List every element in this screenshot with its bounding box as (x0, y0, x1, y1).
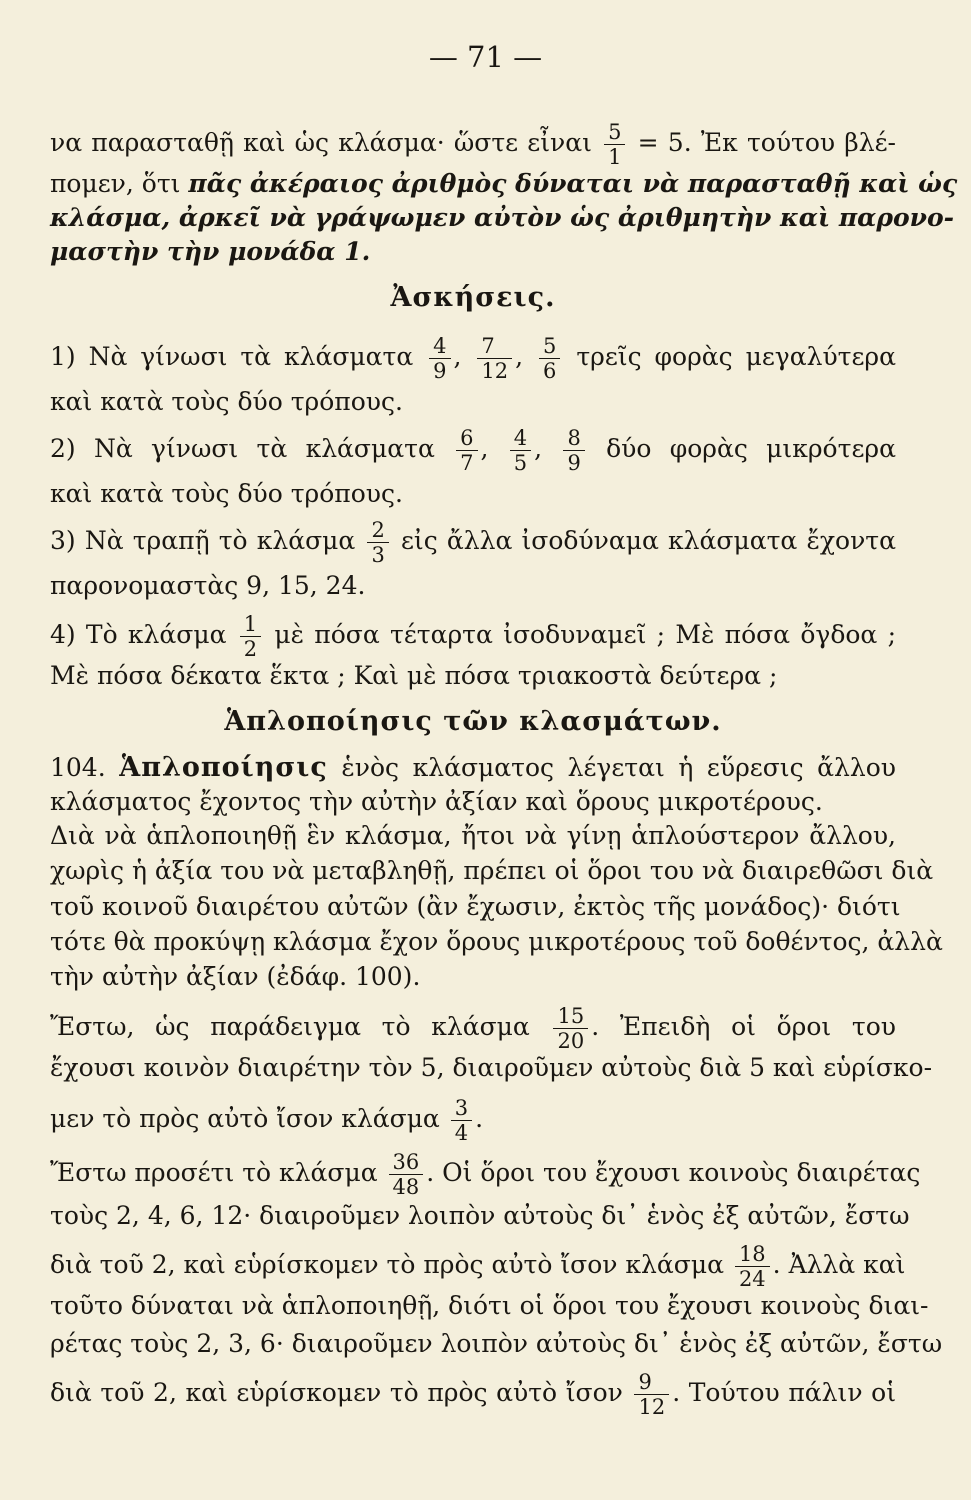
fraction: $\frac{4}{9}$ (429, 334, 450, 383)
fraction: $\frac{6}{7}$ (456, 426, 477, 475)
text-line: κλάσμα, ἀρκεῖ νὰ γράψωμεν αὐτὸν ὡς ἀριθμητὴν καὶ παρονο- (50, 203, 955, 232)
fraction: $\frac{5}{1}$ (604, 120, 625, 169)
term: Ἁπλοποίησις (119, 752, 328, 783)
text-line: χωρὶς ἡ ἀξία του νὰ μεταβληθῇ, πρέπει οἱ ὅροι του νὰ διαιρεθῶσι διὰ (50, 856, 934, 885)
paragraph-104: 104. Ἁπλοποίησις ἑνὸς κλάσματος λέγεται ἡ εὕρεσις ἄλλου (50, 752, 896, 783)
text-line: τοῦ κοινοῦ διαιρέτου αὐτῶν (ἂν ἔχωσιν, ἐκτὸς τῆς μονάδος)· διότι (50, 892, 901, 921)
text-line: τοῦτο δύναται νὰ ἁπλοποιηθῇ, διότι οἱ ὅροι του ἔχουσι κοινοὺς διαι- (50, 1291, 929, 1320)
example-2: Ἔστω προσέτι τὸ κλάσμα $\frac{36}{48}$ . Οἱ ὅροι του ἔχουσι κοινοὺς διαιρέτας (50, 1150, 921, 1199)
fraction: $\frac{18}{24}$ (735, 1242, 770, 1291)
fraction: $\frac{15}{20}$ (553, 1004, 588, 1053)
text-line: διὰ τοῦ 2, καὶ εὑρίσκομεν τὸ πρὸς αὐτὸ ἴσον $\frac{9}{12}$ . Τούτου πάλιν οἱ (50, 1370, 896, 1419)
exercise-4: 4) Τὸ κλάσμα $\frac{1}{2}$ μὲ πόσα τέταρτα ἰσοδυναμεῖ ; Μὲ πόσα ὄγδοα ; (50, 612, 896, 661)
text-line: να παρασταθῇ καὶ ὡς κλάσμα· ὥστε εἶναι $\frac{5}{1}$ = 5. Ἐκ τούτου βλέ- (50, 120, 896, 169)
text-line: Διὰ νὰ ἁπλοποιηθῇ ἓν κλάσμα, ἤτοι νὰ γίνῃ ἁπλούστερον ἄλλου, (50, 821, 896, 850)
text-line: καὶ κατὰ τοὺς δύο τρόπους. (50, 479, 403, 508)
text-line: παρονομαστὰς 9, 15, 24. (50, 571, 366, 600)
section-heading: Ἀσκήσεις. (390, 282, 556, 313)
fraction: $\frac{9}{12}$ (634, 1370, 669, 1419)
emphasis: πᾶς ἀκέραιος ἀριθμὸς δύναται νὰ παρασταθῇ καὶ ὡς (188, 169, 958, 198)
fraction: $\frac{8}{9}$ (563, 426, 584, 475)
fraction: $\frac{36}{48}$ (389, 1150, 424, 1199)
text-line: μαστὴν τὴν μονάδα 1. (50, 237, 371, 266)
text-line: ἔχουσι κοινὸν διαιρέτην τὸν 5, διαιροῦμεν αὐτοὺς διὰ 5 καὶ εὑρίσκο- (50, 1053, 933, 1082)
text-line: διὰ τοῦ 2, καὶ εὑρίσκομεν τὸ πρὸς αὐτὸ ἴσον κλάσμα $\frac{18}{24}$ . Ἀλλὰ καὶ (50, 1242, 906, 1291)
text-line: πομεν, ὅτι πᾶς ἀκέραιος ἀριθμὸς δύναται νὰ παρασταθῇ καὶ ὡς (50, 169, 958, 198)
fraction: $\frac{1}{2}$ (240, 612, 261, 661)
text-line: Μὲ πόσα δέκατα ἕκτα ; Καὶ μὲ πόσα τριακοστὰ δεύτερα ; (50, 661, 778, 690)
fraction: $\frac{5}{6}$ (539, 334, 560, 383)
fraction: $\frac{4}{5}$ (510, 426, 531, 475)
text-line: τοὺς 2, 4, 6, 12· διαιροῦμεν λοιπὸν αὐτοὺς δι᾽ ἑνὸς ἐξ αὐτῶν, ἔστω (50, 1201, 910, 1230)
page-number: — 71 — (428, 40, 543, 74)
fraction: $\frac{2}{3}$ (367, 518, 388, 567)
text-line: τὴν αὐτὴν ἀξίαν (ἐδάφ. 100). (50, 962, 421, 991)
exercise-2: 2) Νὰ γίνωσι τὰ κλάσματα $\frac{6}{7}$ , $\frac{4}{5}$ , $\frac{8}{9}$ δύο φορὰς μικρότερα (50, 426, 896, 475)
exercise-1: 1) Νὰ γίνωσι τὰ κλάσματα $\frac{4}{9}$ , $\frac{7}{12}$ , $\frac{5}{6}$ τρεῖς φορὰς μεγαλύτερα (50, 334, 897, 383)
section-heading: Ἁπλοποίησις τῶν κλασμάτων. (224, 706, 722, 737)
fraction: $\frac{3}{4}$ (451, 1096, 472, 1145)
exercise-3: 3) Νὰ τραπῇ τὸ κλάσμα $\frac{2}{3}$ εἰς ἄλλα ἰσοδύναμα κλάσματα ἔχοντα (50, 518, 896, 567)
fraction: $\frac{7}{12}$ (477, 334, 512, 383)
text-line: κλάσματος ἔχοντος τὴν αὐτὴν ἀξίαν καὶ ὅρους μικροτέρους. (50, 787, 823, 816)
text-line: μεν τὸ πρὸς αὐτὸ ἴσον κλάσμα $\frac{3}{4}$ . (50, 1096, 484, 1145)
text-line: ρέτας τοὺς 2, 3, 6· διαιροῦμεν λοιπὸν αὐτοὺς δι᾽ ἑνὸς ἐξ αὐτῶν, ἔστω (50, 1329, 943, 1358)
text-line: τότε θὰ προκύψῃ κλάσμα ἔχον ὅρους μικροτέρους τοῦ δοθέντος, ἀλλὰ (50, 927, 943, 956)
example-1: Ἔστω, ὡς παράδειγμα τὸ κλάσμα $\frac{15}{20}$ . Ἐπειδὴ οἱ ὅροι του (50, 1004, 896, 1053)
text-line: καὶ κατὰ τοὺς δύο τρόπους. (50, 387, 403, 416)
